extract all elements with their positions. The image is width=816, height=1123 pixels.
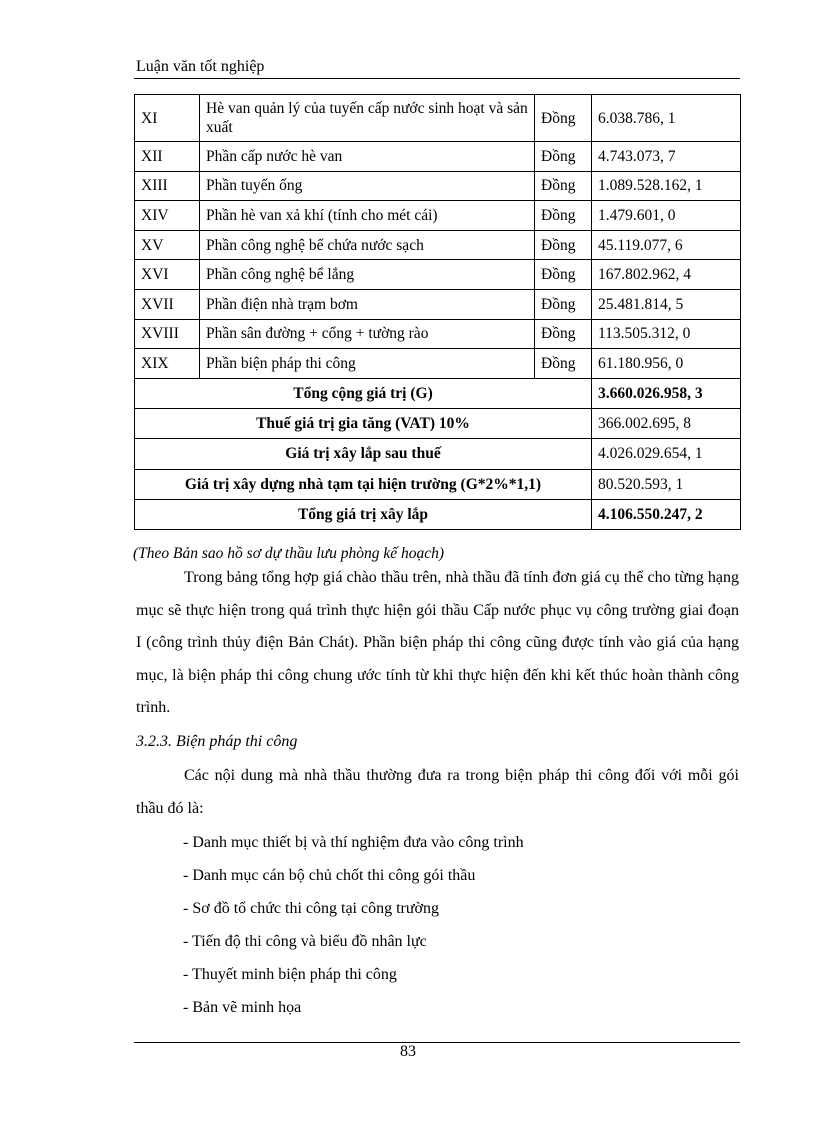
table-row (135, 349, 741, 379)
row-value: 61.180.956, 0 (592, 349, 741, 379)
summary-row-grand-total (135, 499, 741, 529)
summary-value: 3.660.026.958, 3 (592, 378, 741, 408)
row-item: Phần biện pháp thi công (200, 349, 535, 379)
paragraph-body: Trong bảng tổng hợp giá chào thầu trên, nhà thầu đã tính đơn giá cụ thể cho từng hạng mục sẽ thực hiện trong quá trình thực hiện gói thầu Cấp nước phục vụ công trường giai đoạn I (công trình thủy điện Bản Chát). Phần biện pháp thi công cũng được tính vào giá của hạng mục, là biện pháp thi công chung ước tính từ khi thực hiện đến khi kết thúc hoàn thành công trình. (136, 569, 739, 716)
summary-value: 80.520.593, 1 (592, 469, 741, 499)
list-item: - Sơ đồ tổ chức thi công tại công trường (183, 900, 439, 917)
row-unit: Đồng (535, 349, 592, 379)
row-value: 45.119.077, 6 (592, 230, 741, 260)
row-number: XVII (135, 289, 200, 319)
summary-value: 366.002.695, 8 (592, 409, 741, 439)
summary-row-after-tax (135, 439, 741, 469)
row-value: 25.481.814, 5 (592, 289, 741, 319)
table-row (135, 230, 741, 260)
row-value: 6.038.786, 1 (592, 95, 741, 142)
section-heading: 3.2.3. Biện pháp thi công (136, 733, 298, 750)
row-number: XIV (135, 201, 200, 231)
cost-table (134, 94, 741, 530)
paragraph-intro: Các nội dung mà nhà thầu thường đưa ra trong biện pháp thi công đối với mỗi gói thầu đó là: (136, 767, 739, 817)
header-title: Luận văn tốt nghiệp (136, 58, 265, 75)
summary-label: Tổng cộng giá trị (G) (135, 378, 592, 408)
row-unit: Đồng (535, 260, 592, 290)
row-item: Phần sân đường + cổng + tường rào (200, 319, 535, 349)
row-unit: Đồng (535, 230, 592, 260)
table-row (135, 95, 741, 142)
summary-row-total (135, 378, 741, 408)
list-item: - Thuyết minh biện pháp thi công (183, 966, 397, 983)
row-value: 1.089.528.162, 1 (592, 171, 741, 201)
list-item: - Danh mục thiết bị và thí nghiệm đưa vào công trình (183, 834, 524, 851)
row-item: Phần hè van xả khí (tính cho mét cái) (200, 201, 535, 231)
summary-label: Tổng giá trị xây lắp (135, 499, 592, 529)
row-value: 4.743.073, 7 (592, 142, 741, 172)
row-item: Phần tuyến ống (200, 171, 535, 201)
list-item: - Bản vẽ minh họa (183, 999, 302, 1016)
table-row (135, 142, 741, 172)
summary-row-vat (135, 409, 741, 439)
row-unit: Đồng (535, 201, 592, 231)
row-item: Phần công nghệ bể lắng (200, 260, 535, 290)
source-note: (Theo Bản sao hồ sơ dự thầu lưu phòng kế hoạch) (133, 545, 445, 562)
table-row (135, 201, 741, 231)
row-value: 113.505.312, 0 (592, 319, 741, 349)
row-unit: Đồng (535, 171, 592, 201)
row-item: Phần cấp nước hè van (200, 142, 535, 172)
page-number: 83 (400, 1043, 416, 1060)
list-item: - Tiến độ thi công và biểu đồ nhân lực (183, 933, 427, 950)
row-unit: Đồng (535, 289, 592, 319)
row-number: XVI (135, 260, 200, 290)
bullet-list (183, 826, 524, 1024)
row-number: XV (135, 230, 200, 260)
row-unit: Đồng (535, 319, 592, 349)
header-rule (134, 78, 740, 79)
row-value: 167.802.962, 4 (592, 260, 741, 290)
row-number: XIII (135, 171, 200, 201)
table-row (135, 171, 741, 201)
row-unit: Đồng (535, 95, 592, 142)
table-row (135, 289, 741, 319)
row-number: XVIII (135, 319, 200, 349)
table-row (135, 260, 741, 290)
row-number: XII (135, 142, 200, 172)
summary-value: 4.026.029.654, 1 (592, 439, 741, 469)
row-item: Phần điện nhà trạm bơm (200, 289, 535, 319)
row-number: XIX (135, 349, 200, 379)
summary-label: Thuế giá trị gia tăng (VAT) 10% (135, 409, 592, 439)
row-item: Hè van quản lý của tuyến cấp nước sinh hoạt và sản xuất (200, 95, 535, 142)
table-row (135, 319, 741, 349)
summary-label: Giá trị xây dựng nhà tạm tại hiện trường (G*2%*1,1) (135, 469, 592, 499)
row-unit: Đồng (535, 142, 592, 172)
summary-row-temporary (135, 469, 741, 499)
list-item: - Danh mục cán bộ chủ chốt thi công gói thầu (183, 867, 476, 884)
row-number: XI (135, 95, 200, 142)
summary-label: Giá trị xây lắp sau thuế (135, 439, 592, 469)
row-item: Phần công nghệ bể chứa nước sạch (200, 230, 535, 260)
row-value: 1.479.601, 0 (592, 201, 741, 231)
summary-value: 4.106.550.247, 2 (592, 499, 741, 529)
